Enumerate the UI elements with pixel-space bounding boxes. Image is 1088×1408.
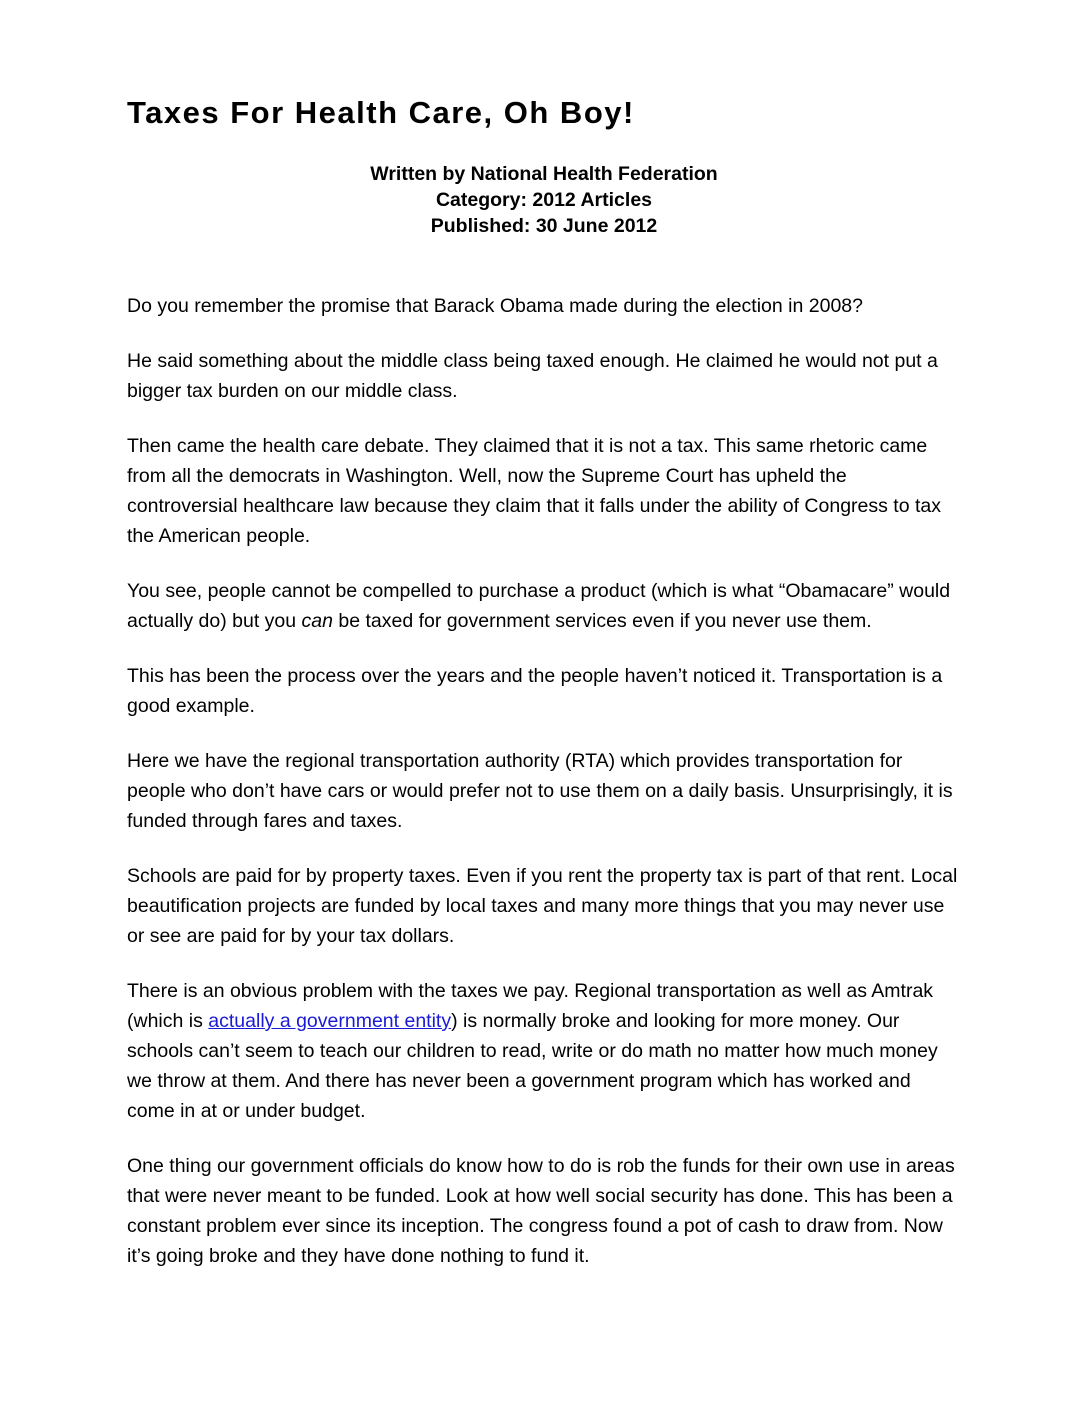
paragraph-text: ) is normally broke and looking for more money. Our schools can’t seem to teach our children to read, write or do math no matter how much money we throw at them. And there has never been a government program which has worked and come in at or under budget. (127, 1010, 938, 1122)
byline-category: Category: 2012 Articles (435, 189, 653, 211)
paragraph-5: This has been the process over the years and the people haven’t noticed it. Transportation is a good example. (127, 665, 943, 717)
paragraph-8 (127, 976, 961, 1126)
paragraph-1: Do you remember the promise that Barack Obama made during the election in 2008? (127, 295, 863, 317)
byline-published: Published: 30 June 2012 (430, 215, 658, 237)
page-title: Taxes For Health Care, Oh Boy! (127, 95, 635, 130)
byline (127, 161, 961, 239)
emphasis-text: can (301, 610, 333, 632)
paragraph-3: Then came the health care debate. They claimed that it is not a tax. This same rhetoric came from all the democrats in Washington. Well, now the Supreme Court has upheld the controversial healthcare law because they claim that it falls under the ability of Congress to tax the American people. (127, 435, 942, 547)
byline-author: Written by National Health Federation (370, 163, 718, 185)
paragraph-text: be taxed for government services even if you never use them. (332, 610, 872, 632)
paragraph-4 (127, 576, 961, 636)
paragraph-6: Here we have the regional transportation authority (RTA) which provides transportation for people who don’t have cars or would prefer not to use them on a daily basis. Unsurprisingly, it is funded through fares and taxes. (127, 750, 953, 832)
paragraph-7: Schools are paid for by property taxes. Even if you rent the property tax is part of that rent. Local beautification projects are funded by local taxes and many more things that you may never use or see are paid for by your tax dollars. (127, 865, 958, 947)
paragraph-text: You see, people cannot be compelled to purchase a product (which is what “Obamacare” would actually do) but you (127, 580, 951, 632)
paragraph-9: One thing our government officials do know how to do is rob the funds for their own use in areas that were never meant to be funded. Look at how well social security has done. This has been a constant problem ever since its inception. The congress found a pot of cash to draw from. Now it’s going broke and they have done nothing to fund it. (127, 1155, 955, 1267)
paragraph-2: He said something about the middle class being taxed enough. He claimed he would not put a bigger tax burden on our middle class. (127, 350, 938, 402)
paragraph-text: There is an obvious problem with the taxes we pay. Regional transportation as well as Amtrak (which is (127, 980, 934, 1032)
article-body (127, 291, 961, 1271)
government-entity-link[interactable]: actually a government entity (208, 1010, 452, 1032)
